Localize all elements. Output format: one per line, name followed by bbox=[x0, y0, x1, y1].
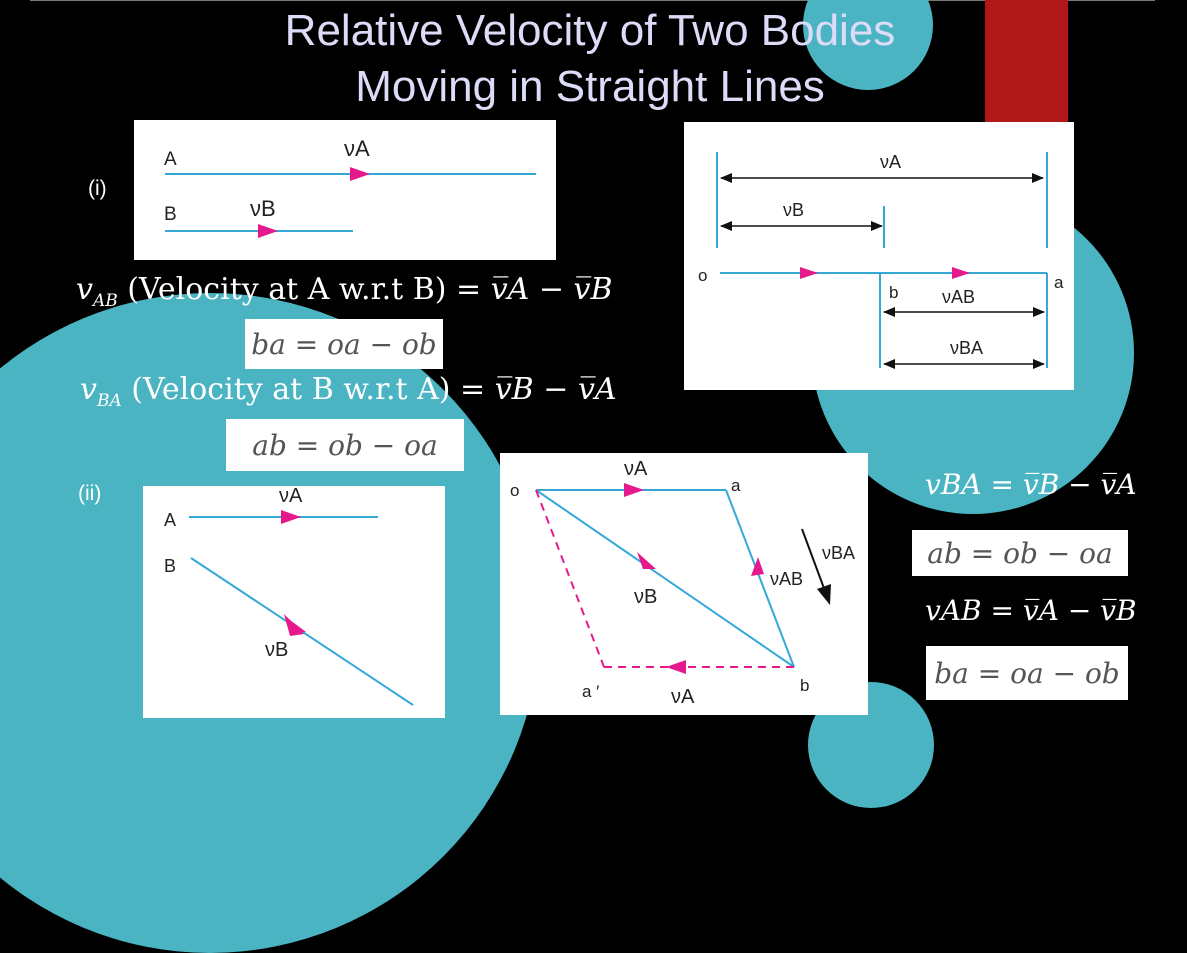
diagram-velocity-lengths bbox=[684, 122, 1074, 390]
eq1-v: v bbox=[76, 272, 93, 307]
side-equation-box-ab: ab = ob − oa bbox=[912, 530, 1128, 576]
eq2-v: v bbox=[80, 372, 97, 407]
length-va-label: νA bbox=[880, 152, 902, 172]
length-vab-label: νAB bbox=[942, 287, 976, 307]
point-a-prime: a ′ bbox=[582, 682, 600, 701]
label-b: B bbox=[164, 204, 177, 225]
direction-vba-label: νBA bbox=[822, 543, 856, 563]
case-label-ii: (ii) bbox=[78, 482, 102, 505]
vector-oa-label: νA bbox=[624, 458, 648, 480]
point-o: o bbox=[510, 481, 520, 500]
eq1-sub: AB bbox=[92, 291, 118, 311]
velocity-b-label: νB bbox=[265, 639, 289, 661]
point-b: b bbox=[889, 283, 899, 302]
eq2-text: (Velocity at B w.r.t A) = bbox=[131, 372, 486, 407]
diagram-triangle-svg bbox=[500, 453, 868, 715]
diagram-parallel-svg bbox=[134, 120, 556, 260]
arrow-b bbox=[258, 224, 278, 238]
eq1-rhs: v̅A − v̅B bbox=[490, 272, 613, 307]
equation-box-ab: ab = ob − oa bbox=[226, 419, 464, 471]
slide-title-line1: Relative Velocity of Two Bodies bbox=[284, 6, 896, 55]
diagram-vector-triangle bbox=[500, 453, 868, 715]
point-b: b bbox=[800, 676, 810, 695]
length-vba-label: νBA bbox=[950, 338, 984, 358]
eq1-text: (Velocity at A w.r.t B) = bbox=[127, 272, 482, 307]
label-b: B bbox=[164, 556, 177, 576]
length-vb-label: νB bbox=[783, 200, 805, 220]
vector-ab-label: νAB bbox=[770, 569, 804, 589]
case-label-i: (i) bbox=[88, 177, 107, 200]
velocity-b-label: νB bbox=[250, 196, 276, 221]
eq2-rhs: v̅B − v̅A bbox=[494, 372, 617, 407]
equation-vba bbox=[80, 372, 617, 411]
velocity-a-label: νA bbox=[279, 486, 303, 507]
velocity-a-label: νA bbox=[344, 136, 370, 161]
slide-title-line2: Moving in Straight Lines bbox=[355, 62, 825, 111]
vector-ob-label: νB bbox=[634, 586, 658, 608]
diagram-inclined-svg bbox=[143, 486, 445, 718]
side-equation-vba: vBA = v̅B − v̅A bbox=[925, 468, 1137, 501]
label-a: A bbox=[164, 149, 177, 170]
vector-ba-prime-label: νA bbox=[671, 686, 695, 708]
point-a: a bbox=[1054, 273, 1064, 292]
equation-box-ba: ba = oa − ob bbox=[245, 319, 443, 369]
eq2-sub: BA bbox=[96, 391, 122, 411]
label-a: A bbox=[164, 510, 177, 530]
vector-ob bbox=[536, 490, 794, 667]
point-a: a bbox=[731, 476, 741, 495]
side-equation-box-ba: ba = oa − ob bbox=[926, 646, 1128, 700]
diagram-parallel-motion bbox=[134, 120, 556, 260]
side-equation-vab: vAB = v̅A − v̅B bbox=[925, 594, 1137, 627]
diagram-inclined-motion bbox=[143, 486, 445, 718]
dashed-oa-prime bbox=[536, 490, 604, 667]
point-o: o bbox=[698, 266, 708, 285]
arrow-a bbox=[350, 167, 370, 181]
equation-vab bbox=[76, 272, 613, 311]
diagram-lengths-svg bbox=[684, 122, 1074, 390]
